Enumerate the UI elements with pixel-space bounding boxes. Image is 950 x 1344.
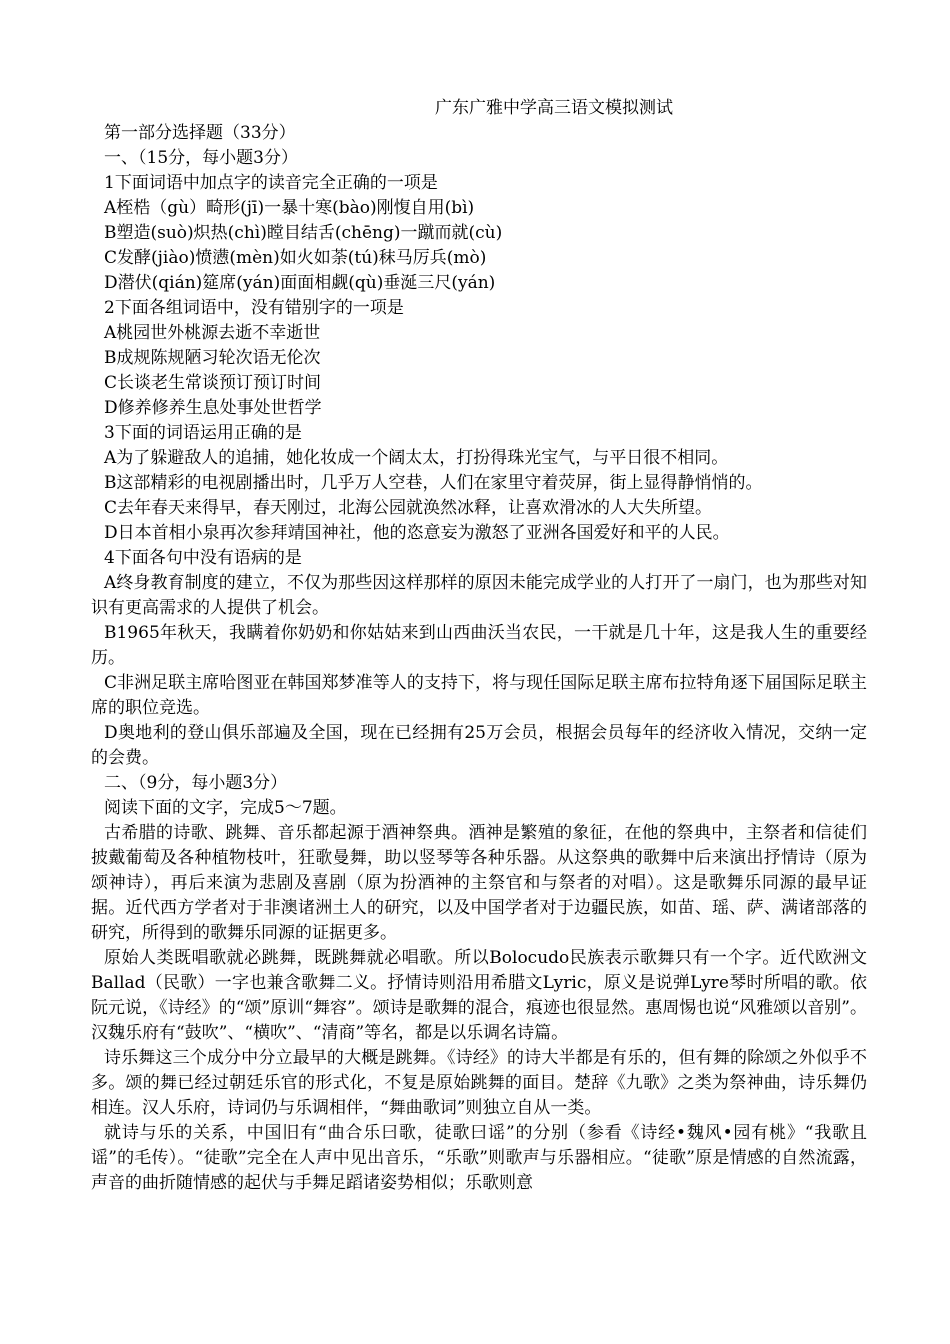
document-page (91, 96, 867, 1196)
subsection-heading: 一、（15分，每小题3分） (104, 148, 298, 168)
question-4-option-d: D奥地利的登山俱乐部遍及全国，现在已经拥有25万会员，根据会员每年的经济收入情况，交纳一定的会费。 (91, 723, 867, 768)
question-1-option-c: C发酵(jiào)愤懑(mèn)如火如荼(tú)秣马厉兵(mò) (104, 248, 487, 268)
question-3-option-d: D日本首相小泉再次参拜靖国神社，他的恣意妄为激怒了亚洲各国爱好和平的人民。 (104, 523, 730, 543)
reading-instruction: 阅读下面的文字，完成5～7题。 (104, 798, 347, 818)
question-1-option-a: A桎梏（gù）畸形(jī)一暴十寒(bào)刚愎自用(bì) (104, 198, 475, 218)
document-title: 广东广雅中学高三语文模拟测试 (435, 98, 673, 118)
question-2-option-b: B成规陈规陋习轮次语无伦次 (104, 348, 321, 368)
reading-paragraph-3: 诗乐舞这三个成分中分立最早的大概是跳舞。《诗经》的诗大半都是有乐的，但有舞的除颂之外似乎不多。颂的舞已经过朝廷乐官的形式化，不复是原始跳舞的面目。楚辞《九歌》之类为祭神曲，诗乐舞仍相连。汉人乐府，诗词仍与乐调相伴，“舞曲歌词”则独立自从一类。 (91, 1048, 867, 1118)
reading-paragraph-2: 原始人类既唱歌就必跳舞，既跳舞就必唱歌。所以Bolocudo民族表示歌舞只有一个字。近代欧洲文Ballad（民歌）一字也兼含歌舞二义。抒情诗则沿用希腊文Lyric，原义是说弹Lyre琴时所唱的歌。依阮元说，《诗经》的“颂”原训“舞容”。颂诗是歌舞的混合，痕迹也很显然。惠周惕也说“风雅颂以音别”。汉魏乐府有“鼓吹”、“横吹”、“清商”等名，都是以乐调名诗篇。 (91, 948, 867, 1043)
question-2-stem: 2下面各组词语中，没有错别字的一项是 (104, 298, 404, 318)
section-heading: 第一部分选择题（33分） (104, 123, 296, 143)
question-2-option-c: C长谈老生常谈预订预订时间 (104, 373, 322, 393)
question-3-stem: 3下面的词语运用正确的是 (104, 423, 302, 443)
question-3-option-c: C去年春天来得早，春天刚过，北海公园就涣然冰释，让喜欢滑冰的人大失所望。 (104, 498, 713, 518)
question-2-option-d: D修养修养生息处事处世哲学 (104, 398, 322, 418)
subsection-2-heading: 二、（9分，每小题3分） (104, 773, 288, 793)
question-2-option-a: A桃园世外桃源去逝不幸逝世 (104, 323, 321, 343)
reading-paragraph-4: 就诗与乐的关系，中国旧有“曲合乐曰歌，徒歌曰谣”的分别（参看《诗经•魏风•园有桃》“我歌且谣”的毛传）。“徒歌”完全在人声中见出音乐，“乐歌”则歌声与乐器相应。“徒歌”原是情感的自然流露，声音的曲折随情感的起伏与手舞足蹈诸姿势相似；乐歌则意 (91, 1123, 867, 1193)
question-3-option-b: B这部精彩的电视剧播出时，几乎万人空巷，人们在家里守着荧屏，街上显得静悄悄的。 (104, 473, 763, 493)
question-1-stem: 1下面词语中加点字的读音完全正确的一项是 (104, 173, 438, 193)
reading-paragraph-1: 古希腊的诗歌、跳舞、音乐都起源于酒神祭典。酒神是繁殖的象征，在他的祭典中，主祭者和信徒们披戴葡萄及各种植物枝叶，狂歌曼舞，助以竖琴等各种乐器。从这祭典的歌舞中后来演出抒情诗（原为颂神诗），再后来演为悲剧及喜剧（原为扮酒神的主祭官和与祭者的对唱）。这是歌舞乐同源的最早证据。近代西方学者对于非澳诸洲土人的研究，以及中国学者对于边疆民族，如苗、瑶、萨、满诸部落的研究，所得到的歌舞乐同源的证据更多。 (91, 823, 867, 943)
question-4-option-b: B1965年秋天，我瞒着你奶奶和你姑姑来到山西曲沃当农民，一干就是几十年，这是我人生的重要经历。 (91, 623, 867, 668)
question-4-stem: 4下面各句中没有语病的是 (104, 548, 302, 568)
question-1-option-b: B塑造(suò)炽热(chì)瞠目结舌(chēng)一蹴而就(cù) (104, 223, 503, 243)
question-1-option-d: D潜伏(qián)筵席(yán)面面相觑(qù)垂涎三尺(yán) (104, 273, 496, 293)
question-4-option-a: A终身教育制度的建立，不仅为那些因这样那样的原因未能完成学业的人打开了一扇门，也为那些对知识有更高需求的人提供了机会。 (91, 573, 867, 618)
question-4-option-c: C非洲足联主席哈图亚在韩国郑梦准等人的支持下，将与现任国际足联主席布拉特角逐下届国际足联主席的职位竞选。 (91, 673, 867, 718)
question-3-option-a: A为了躲避敌人的追捕，她化妆成一个阔太太，打扮得珠光宝气，与平日很不相同。 (104, 448, 729, 468)
